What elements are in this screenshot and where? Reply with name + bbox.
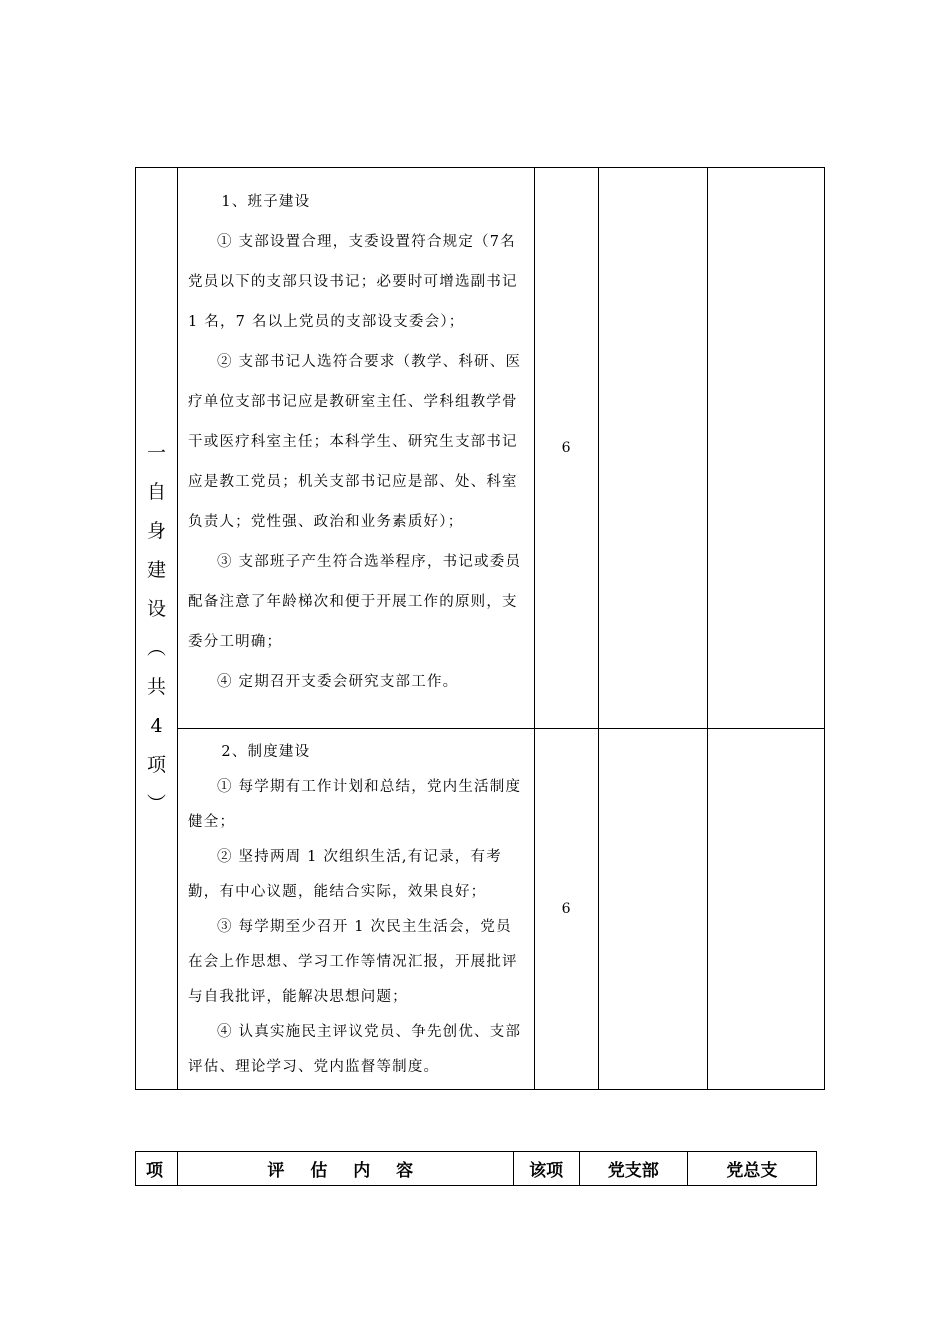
section2-item: ③ 每学期至少召开 1 次民主生活会，党员在会上作思想、学习工作等情况汇报，开展批评与自我批评，能解决思想问题；	[188, 919, 518, 1005]
section1-item: ③ 支部班子产生符合选举程序，书记或委员配备注意了年龄梯次和便于开展工作的原则，支委分工明确；	[188, 554, 522, 650]
section1-item: ① 支部设置合理，支委设置符合规定（7名党员以下的支部只设书记；必要时可增选副书记 1 名，7 名以上党员的支部设支委会）；	[188, 234, 518, 330]
category-char: 身	[147, 519, 167, 542]
section1-item: ④ 定期召开支委会研究支部工作。	[217, 674, 459, 690]
section1-item: ② 支部书记人选符合要求（教学、科研、医疗单位支部书记应是教研室主任、学科组教学骨干或医疗科室主任；本科学生、研究生支部书记应是教工党员；机关支部书记应是部、处、科室负责人；党性强、政治和业务素质好）；	[188, 354, 522, 530]
section2-content	[178, 729, 535, 1090]
category-char: 设	[147, 597, 167, 620]
next-page-header-table	[135, 1151, 817, 1186]
category-char: 4	[150, 714, 163, 737]
table-row	[136, 168, 825, 729]
category-char: 一	[147, 441, 167, 464]
category-char: ︵	[147, 636, 167, 659]
section2-item: ② 坚持两周 1 次组织生活,有记录，有考勤，有中心议题，能结合实际，效果良好；	[188, 849, 502, 900]
section2-item: ④ 认真实施民主评议党员、争先创优、支部评估、理论学习、党内监督等制度。	[188, 1024, 522, 1075]
category-char: 共	[147, 675, 167, 698]
table-row	[136, 729, 825, 1090]
header-general: 党总支	[687, 1152, 816, 1186]
section2-item: ① 每学期有工作计划和总结，党内生活制度健全；	[188, 779, 522, 830]
evaluation-table	[135, 167, 825, 1090]
category-char: ︶	[147, 792, 167, 815]
category-cell	[136, 168, 178, 1090]
section2-general-score	[707, 729, 824, 1090]
header-branch: 党支部	[579, 1152, 687, 1186]
section1-content	[178, 168, 535, 729]
table-row	[136, 1152, 817, 1186]
section1-branch-score	[598, 168, 707, 729]
section1-score: 6	[534, 168, 598, 729]
header-item: 项	[136, 1152, 178, 1186]
section1-heading: 1、班子建设	[221, 194, 311, 210]
header-score: 该项	[513, 1152, 579, 1186]
section2-heading: 2、制度建设	[221, 744, 311, 760]
section1-general-score	[707, 168, 824, 729]
category-label	[136, 434, 177, 824]
header-content: 评 估 内 容	[178, 1152, 513, 1186]
section2-branch-score	[598, 729, 707, 1090]
category-char: 自	[147, 480, 167, 503]
section2-score: 6	[534, 729, 598, 1090]
category-char: 项	[147, 753, 167, 776]
category-char: 建	[147, 558, 167, 581]
